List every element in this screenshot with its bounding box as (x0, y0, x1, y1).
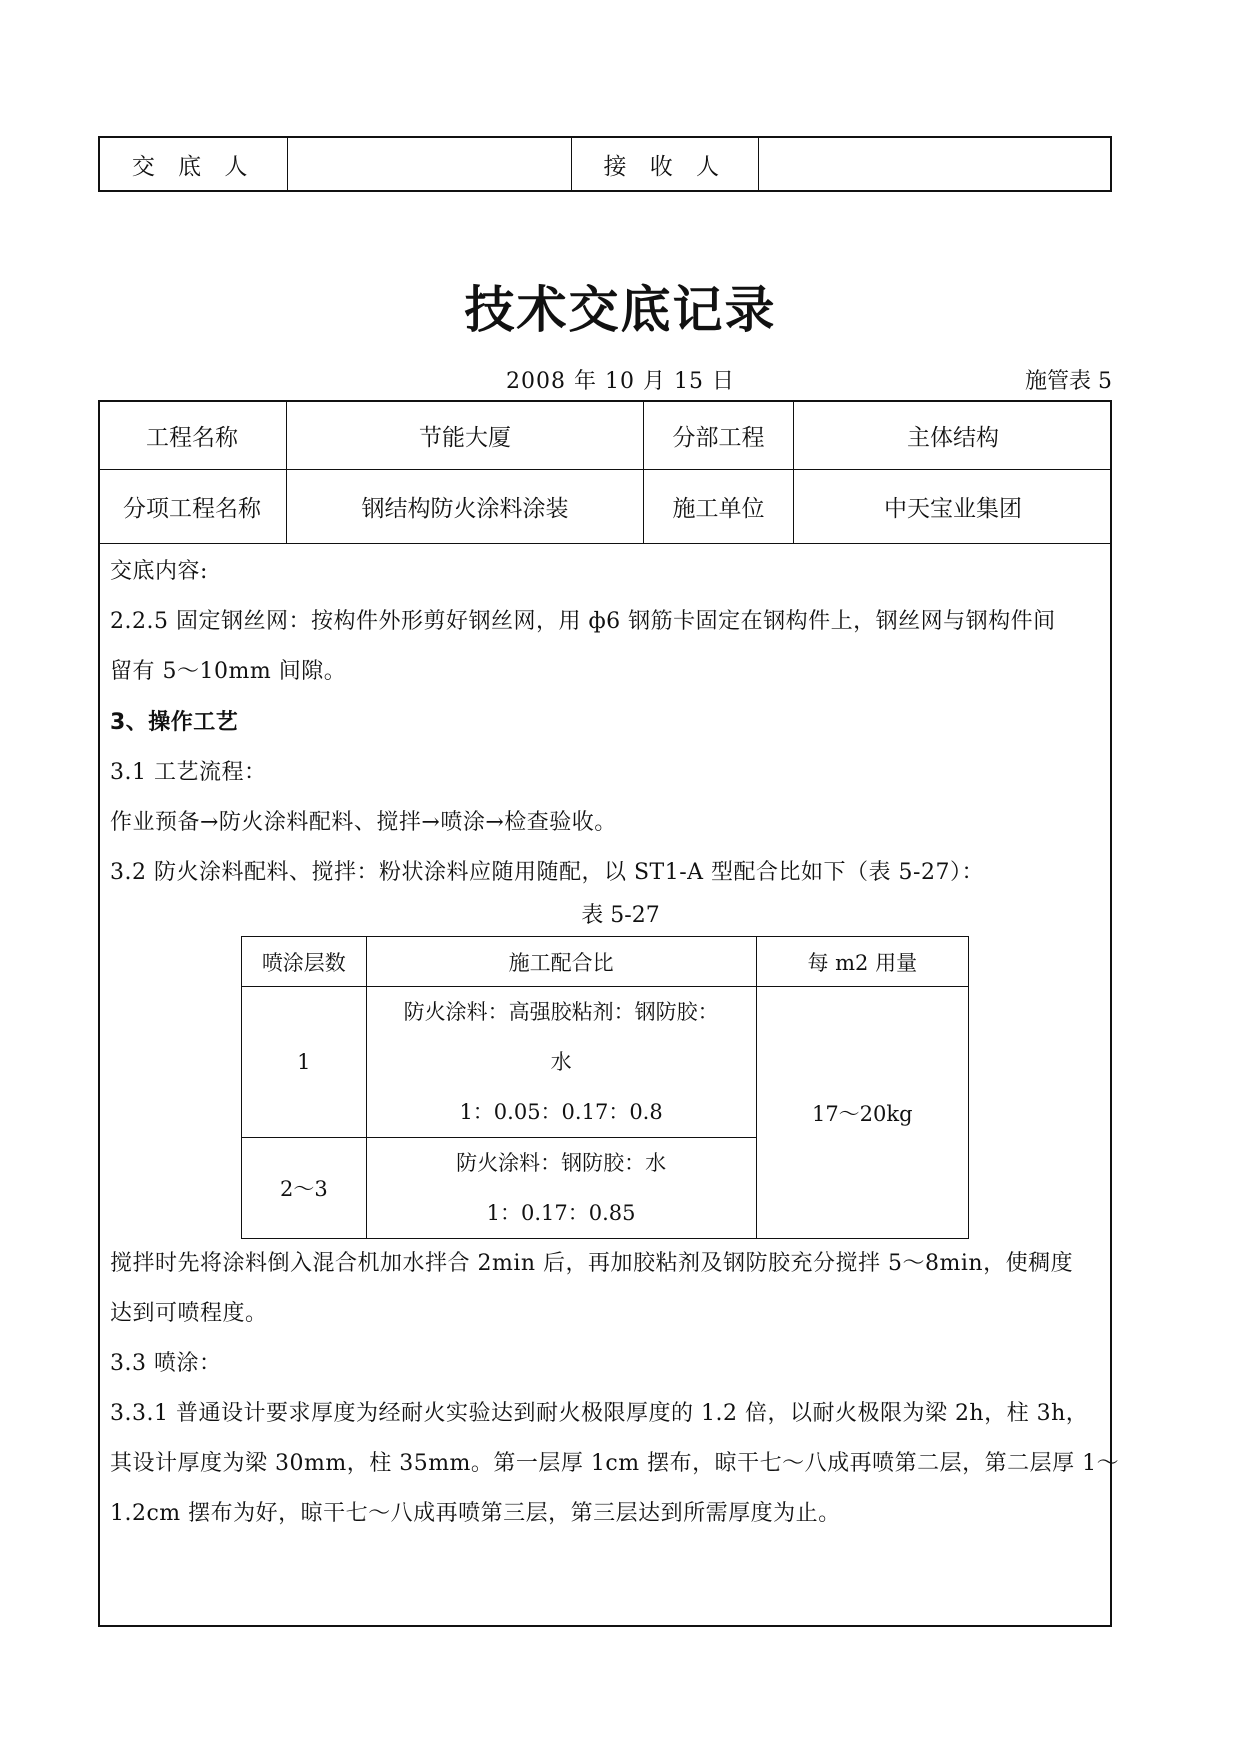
info-row-subitem (98, 470, 1112, 543)
header-layers: 喷涂层数 (242, 937, 367, 987)
mixing-instructions-line2: 达到可喷程度。 (110, 1301, 268, 1326)
table-header-row (242, 937, 969, 987)
ratio-line: 1：0.05：0.17：0.8 (459, 1100, 663, 1124)
header-usage: 每 m2 用量 (756, 937, 968, 987)
subitem-value: 钢结构防火涂料涂装 (287, 470, 644, 543)
division-value: 主体结构 (907, 425, 999, 451)
table-row (242, 987, 969, 1138)
paragraph-3-3-1-line1: 3.3.1 普通设计要求厚度为经耐火实验达到耐火极限厚度的 1.2 倍，以耐火极限为梁 2h，柱 3h， (110, 1401, 1089, 1426)
paragraph-3-3: 3.3 喷涂： (110, 1351, 222, 1376)
ratio-line: 水 (550, 1050, 572, 1074)
info-row-project (98, 402, 1112, 469)
paragraph-3-2: 3.2 防火涂料配料、搅拌：粉状涂料应随用随配，以 ST1-A 型配合比如下（表 5-27）： (110, 860, 984, 885)
ratio-cell (366, 987, 756, 1138)
ratio-line: 1：0.17：0.85 (486, 1201, 636, 1225)
row-divider (98, 543, 1112, 544)
receiver-field[interactable] (759, 138, 1110, 190)
record-date: 2008 年 10 月 15 日 (506, 369, 735, 394)
header-ratio: 施工配合比 (366, 937, 756, 987)
paragraph-3-1: 3.1 工艺流程： (110, 760, 267, 785)
giver-field[interactable] (288, 138, 572, 190)
usage-cell: 17～20kg (756, 987, 968, 1239)
process-flow: 作业预备→防火涂料配料、搅拌→喷涂→检查验收。 (110, 810, 617, 835)
division-label: 分部工程 (644, 402, 794, 469)
project-name-label: 工程名称 (98, 402, 287, 469)
paragraph-3-3-1-line3: 1.2cm 摆布为好，晾干七～八成再喷第三层，第三层达到所需厚度为止。 (110, 1501, 841, 1526)
mixing-instructions-line1: 搅拌时先将涂料倒入混合机加水拌合 2min 后，再加胶粘剂及钢防胶充分搅拌 5～8min，使稠度 (110, 1251, 1074, 1276)
layers-cell: 1 (242, 987, 367, 1138)
paragraph-2-2-5-line1: 2.2.5 固定钢丝网：按构件外形剪好钢丝网，用 ф6 钢筋卡固定在钢构件上，钢丝网与钢构件间 (110, 609, 1056, 634)
project-name-value: 节能大厦 (287, 402, 644, 469)
form-number: 施管表 5 (1025, 369, 1112, 394)
contractor-value: 中天宝业集团 (884, 496, 1022, 522)
page-title: 技术交底记录 (464, 281, 777, 339)
paragraph-2-2-5-line2: 留有 5～10mm 间隙。 (110, 659, 347, 684)
layers-cell: 2～3 (242, 1138, 367, 1239)
signature-table (98, 136, 1112, 192)
contractor-label: 施工单位 (644, 470, 794, 543)
ratio-line: 防火涂料：高强胶粘剂：钢防胶： (403, 1000, 719, 1024)
ratio-cell (366, 1138, 756, 1239)
ratio-line: 防火涂料：钢防胶：水 (456, 1151, 667, 1175)
receiver-label: 接 收 人 (572, 138, 759, 190)
section-3-heading: 3、操作工艺 (110, 710, 239, 735)
subitem-label: 分项工程名称 (98, 470, 287, 543)
table-caption: 表 5-27 (581, 903, 660, 928)
content-label: 交底内容: (110, 559, 208, 584)
mix-ratio-table (241, 936, 969, 1239)
giver-label: 交 底 人 (100, 138, 288, 190)
paragraph-3-3-1-line2: 其设计厚度为梁 30mm，柱 35mm。第一层厚 1cm 摆布，晾干七～八成再喷第二层，第二层厚 1～ (110, 1451, 1120, 1476)
